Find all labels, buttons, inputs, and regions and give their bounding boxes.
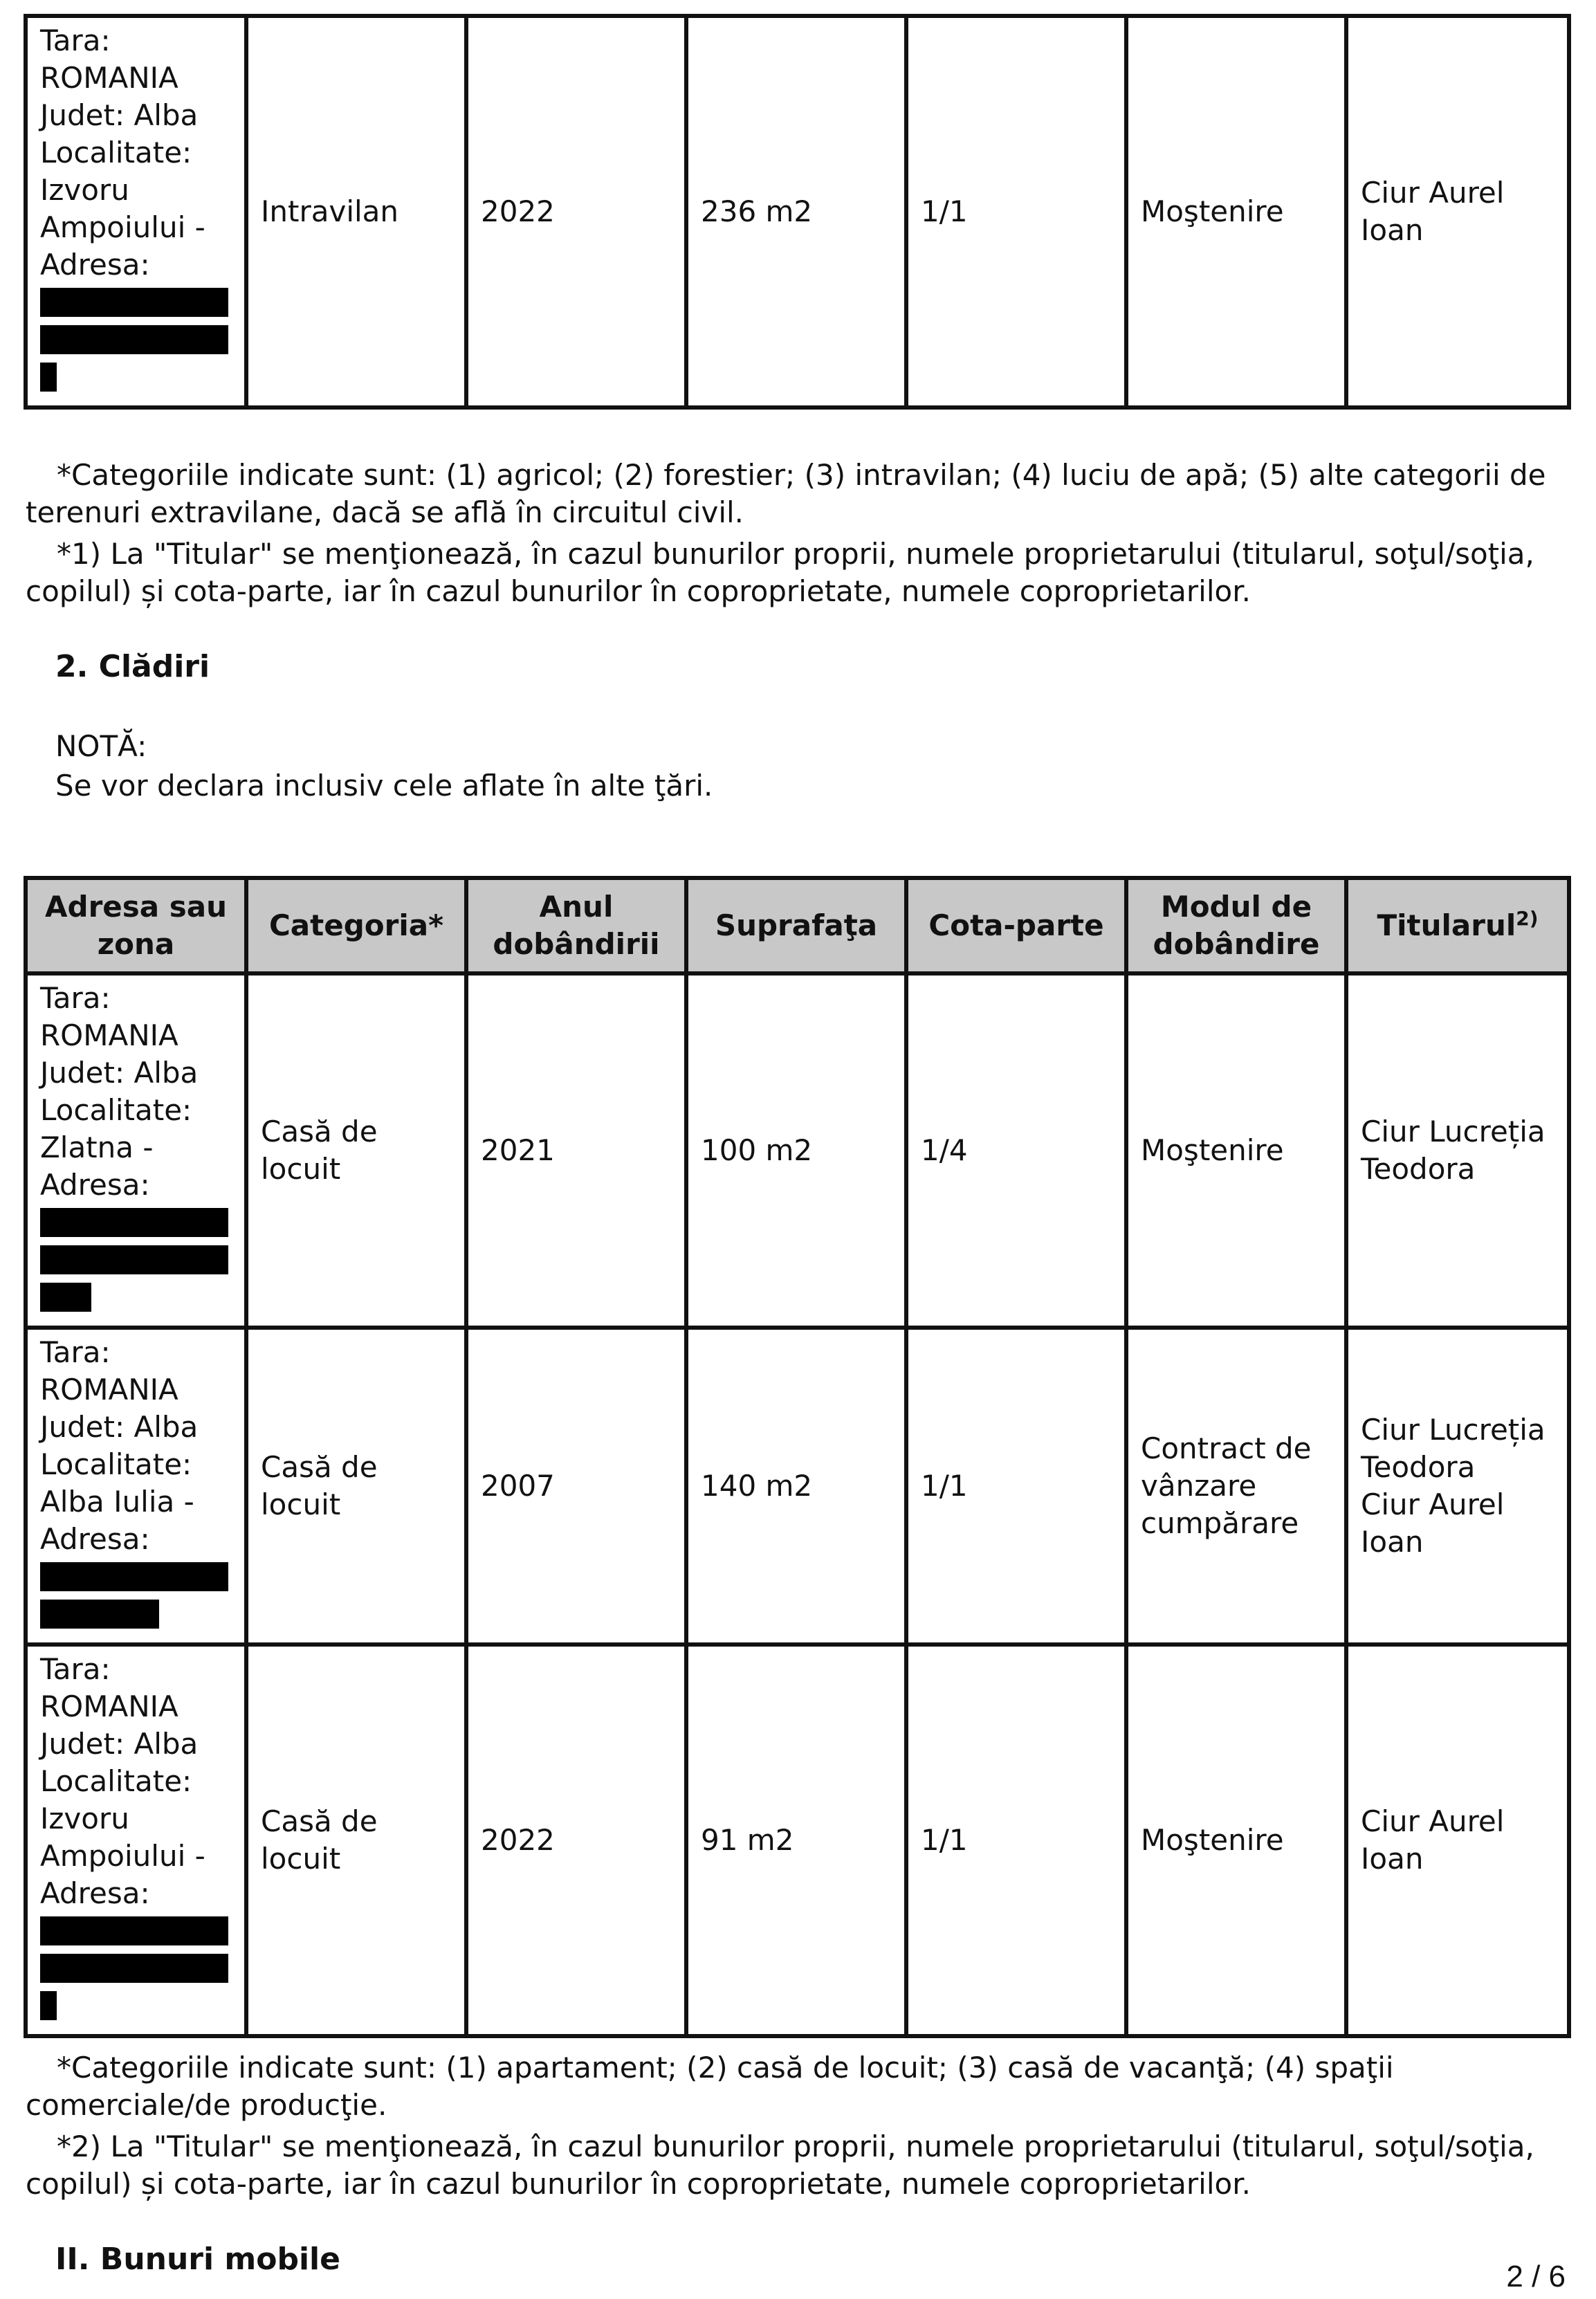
footnote-categories-buildings <box>26 2049 1561 2124</box>
footnote-text: *2) La "Titular" se menţionează, în cazul bunurilor proprii, numele proprietarului (titularul, soţul/soţia, copilul) și cota-parte, iar în cazul bunurilor în coproprietate, numele coproprietarilor. <box>26 2129 1534 2201</box>
note-label: NOTĂ: <box>55 729 147 763</box>
redaction-bar <box>40 363 57 392</box>
table-row <box>26 16 1569 407</box>
table-row <box>26 973 1569 1328</box>
address-line: ROMANIA <box>40 1018 178 1052</box>
header-year: Anul dobândirii <box>466 878 686 973</box>
header-owner-footnote-mark: 2) <box>1516 907 1539 930</box>
year-cell: 2022 <box>466 1645 686 2036</box>
address-line: Adresa: <box>40 248 150 282</box>
header-address: Adresa sau zona <box>26 878 246 973</box>
address-line: Zlatna - <box>40 1130 154 1164</box>
address-line: Adresa: <box>40 1876 150 1910</box>
mode-cell: Contract de vânzare cumpărare <box>1126 1328 1346 1645</box>
area-cell: 140 m2 <box>686 1328 906 1645</box>
section-heading-buildings: 2. Clădiri <box>55 649 210 684</box>
address-line: Localitate: <box>40 1447 192 1481</box>
share-cell: 1/4 <box>906 973 1126 1328</box>
header-share: Cota-parte <box>906 878 1126 973</box>
year-cell: 2007 <box>466 1328 686 1645</box>
section-heading-movables: II. Bunuri mobile <box>55 2242 340 2277</box>
address-cell <box>26 973 246 1328</box>
header-area: Suprafaţa <box>686 878 906 973</box>
area-cell: 91 m2 <box>686 1645 906 2036</box>
address-line: Judet: Alba <box>40 1056 199 1090</box>
redaction-bar <box>40 1991 57 2020</box>
redaction-bar <box>40 325 228 354</box>
owner-cell: Ciur Lucreția Teodora <box>1346 973 1569 1328</box>
address-line: Tara: <box>40 981 111 1015</box>
redaction-bar <box>40 1208 228 1237</box>
footnote-categories-land <box>26 457 1561 531</box>
mode-cell: Moştenire <box>1126 16 1346 407</box>
mode-cell: Moştenire <box>1126 1645 1346 2036</box>
mode-cell: Moştenire <box>1126 973 1346 1328</box>
category-cell: Casă de locuit <box>246 973 466 1328</box>
redaction-bar <box>40 1245 228 1274</box>
address-line: Tara: <box>40 1335 111 1369</box>
owner-cell: Ciur Lucreția Teodora Ciur Aurel Ioan <box>1346 1328 1569 1645</box>
note-text: Se vor declara inclusiv cele aflate în alte ţări. <box>55 769 713 803</box>
share-cell: 1/1 <box>906 1645 1126 2036</box>
footnote-titular-buildings <box>26 2128 1561 2203</box>
category-cell: Intravilan <box>246 16 466 407</box>
redaction-bar <box>40 1600 159 1629</box>
header-owner <box>1346 878 1569 973</box>
address-line: Localitate: <box>40 1093 192 1127</box>
year-cell: 2021 <box>466 973 686 1328</box>
buildings-table <box>24 876 1571 2038</box>
address-line: ROMANIA <box>40 1373 178 1407</box>
redaction-bar <box>40 288 228 317</box>
address-line: Izvoru <box>40 173 129 207</box>
table-row <box>26 1328 1569 1645</box>
owner-cell: Ciur Aurel Ioan <box>1346 1645 1569 2036</box>
area-cell: 236 m2 <box>686 16 906 407</box>
address-line: Judet: Alba <box>40 98 199 132</box>
address-line: Tara: <box>40 1652 111 1686</box>
table-header-row <box>26 878 1569 973</box>
address-cell <box>26 1328 246 1645</box>
address-line: Adresa: <box>40 1168 150 1202</box>
address-line: Adresa: <box>40 1522 150 1556</box>
header-mode: Modul de dobândire <box>1126 878 1346 973</box>
address-cell <box>26 1645 246 2036</box>
page-number: 2 / 6 <box>1506 2260 1566 2293</box>
address-line: Tara: <box>40 24 111 57</box>
footnote-titular-land <box>26 535 1561 610</box>
footnote-text: *1) La "Titular" se menţionează, în cazul bunurilor proprii, numele proprietarului (titularul, soţul/soţia, copilul) și cota-parte, iar în cazul bunurilor în coproprietate, numele coproprietarilor. <box>26 537 1534 608</box>
address-line: Alba Iulia - <box>40 1485 194 1519</box>
share-cell: 1/1 <box>906 1328 1126 1645</box>
redaction-bar <box>40 1954 228 1983</box>
area-cell: 100 m2 <box>686 973 906 1328</box>
address-line: ROMANIA <box>40 1689 178 1723</box>
address-line: Judet: Alba <box>40 1727 199 1761</box>
address-line: Judet: Alba <box>40 1410 199 1444</box>
address-line: ROMANIA <box>40 61 178 95</box>
address-line: Ampoiului - <box>40 1839 205 1873</box>
category-cell: Casă de locuit <box>246 1645 466 2036</box>
address-cell <box>26 16 246 407</box>
header-category: Categoria* <box>246 878 466 973</box>
address-line: Localitate: <box>40 1764 192 1798</box>
redaction-bar <box>40 1916 228 1945</box>
redaction-bar <box>40 1283 91 1312</box>
address-line: Ampoiului - <box>40 210 205 244</box>
land-table <box>24 14 1571 410</box>
year-cell: 2022 <box>466 16 686 407</box>
address-line: Localitate: <box>40 136 192 170</box>
header-owner-label: Titularul <box>1377 908 1516 942</box>
redaction-bar <box>40 1562 228 1591</box>
footnote-text: *Categoriile indicate sunt: (1) apartament; (2) casă de locuit; (3) casă de vacanţă; (4) spaţii comerciale/de producţie. <box>26 2051 1394 2122</box>
footnote-text: *Categoriile indicate sunt: (1) agricol; (2) forestier; (3) intravilan; (4) luciu de apă; (5) alte categorii de terenuri extravilane, dacă se află în circuitul civil. <box>26 458 1546 529</box>
address-line: Izvoru <box>40 1802 129 1835</box>
table-row <box>26 1645 1569 2036</box>
category-cell: Casă de locuit <box>246 1328 466 1645</box>
share-cell: 1/1 <box>906 16 1126 407</box>
owner-cell: Ciur Aurel Ioan <box>1346 16 1569 407</box>
